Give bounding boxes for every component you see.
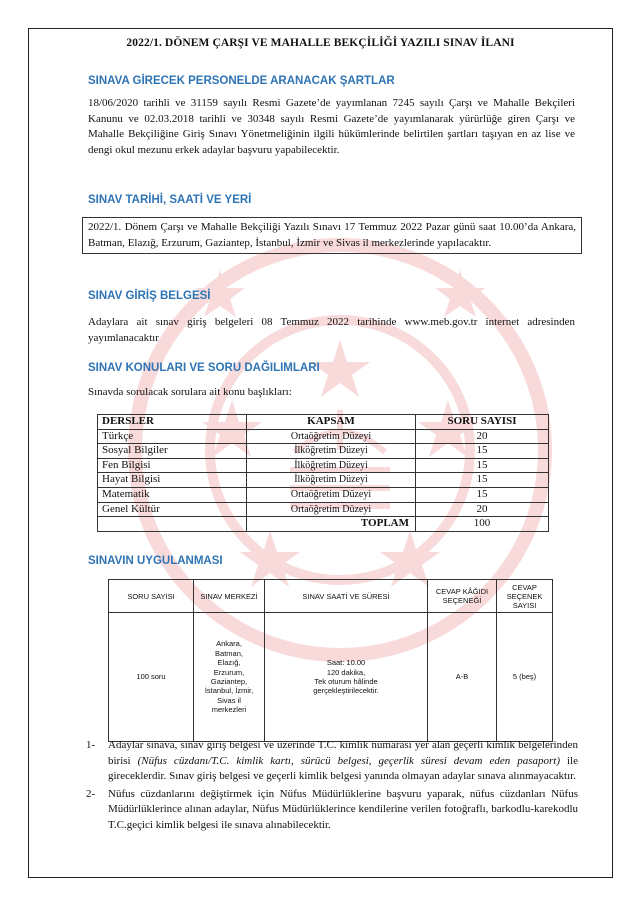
table-row (98, 473, 549, 488)
exam-time-cell (265, 613, 428, 742)
scope-cell: Ortaöğretim Düzeyi (247, 502, 416, 517)
subjects-total-row (98, 517, 549, 532)
column-header: SORU SAYISI (416, 415, 549, 430)
subject-cell: Fen Bilgisi (98, 458, 247, 473)
total-label: TOPLAM (247, 517, 416, 532)
section-entry-doc-text: Adaylara ait sınav giriş belgeleri 08 Temmuz 2022 tarihinde www.meb.gov.tr internet adresinden yayımlanacaktır (88, 316, 575, 344)
subjects-table-header (98, 415, 549, 430)
column-header: CEVAP KÂĞIDI SEÇENEĞİ (428, 580, 497, 613)
time-line: Tek oturum hâlinde (314, 677, 378, 686)
list-item-italic-text: (Nüfus cüzdanı/T.C. kimlik kartı, sürücü belgesi, geçerlik süresi devam eden pasaport) (137, 754, 561, 767)
time-line: Saat: 10.00 (326, 658, 366, 668)
exam-centers-cell (194, 613, 265, 742)
subjects-intro: Sınavda sorulacak sorulara ait konu başlıkları: (88, 386, 292, 398)
list-item-text: Nüfus cüzdanlarını değiştirmek için Nüfus Müdürlüklerine başvuru yaparak, nüfus cüzdanları Nüfus Müdürlüklerince alınan adaylar, Nüfus Müdürlüklerince kendilerine verilen fotoğraflı, barkodlu-karekodlu T.C.geçici kimlik belgesi ile sınava alınabilecektir. (108, 787, 578, 831)
section-subjects-heading: SINAV KONULARI VE SORU DAĞILIMLARI (88, 362, 320, 374)
subject-cell: Türkçe (98, 429, 247, 444)
question-count-cell: 15 (416, 473, 549, 488)
scope-cell: İlköğretim Düzeyi (247, 444, 416, 459)
table-row (98, 487, 549, 502)
scope-cell: Ortaöğretim Düzeyi (247, 487, 416, 502)
question-count-cell: 15 (416, 487, 549, 502)
section-requirements-text: 18/06/2020 tarihli ve 31159 sayılı Resmi Gazete’de yayımlanan 7245 sayılı Çarşı ve Mahalle Bekçileri Kanunu ve 02.03.2018 tarihli ve 30348 sayılı Resmi Gazete’de yayımlanarak yürürlüğe giren Çarşı ve Mahalle Bekçiliğine Giriş Sınavı Yönetmeliğinin ilgili hükümlerinde belirtilen şartları taşıyan en az lise ve dengi okul mezunu erkek adaylar başvuru yapabilecektir. (88, 97, 575, 156)
center-line: merkezleri (211, 705, 247, 715)
center-line: Gaziantep, (210, 677, 248, 686)
scope-cell: Ortaöğretim Düzeyi (247, 429, 416, 444)
column-header: SINAV SAATİ VE SÜRESİ (265, 580, 428, 613)
time-line: 120 dakika, (326, 667, 366, 677)
section-requirements-heading: SINAVA GİRECEK PERSONELDE ARANACAK ŞARTLAR (88, 75, 395, 87)
question-count-cell: 20 (416, 502, 549, 517)
application-table-row (109, 613, 553, 742)
subject-cell: Hayat Bilgisi (98, 473, 247, 488)
answer-sheet-cell: A-B (428, 613, 497, 742)
scope-cell: İlköğretim Düzeyi (247, 458, 416, 473)
application-table-header (109, 580, 553, 613)
subject-cell: Genel Kültür (98, 502, 247, 517)
question-count-cell: 15 (416, 444, 549, 459)
rules-list (86, 738, 578, 836)
table-row (98, 458, 549, 473)
time-line: gerçekleştirilecektir. (313, 686, 379, 696)
section-date-heading: SINAV TARİHİ, SAATİ VE YERİ (88, 194, 252, 206)
center-line: Ankara, (216, 639, 242, 649)
list-item (86, 787, 578, 834)
section-application-heading: SINAVIN UYGULANMASI (88, 555, 223, 567)
table-row (98, 429, 549, 444)
table-row (98, 502, 549, 517)
column-header: CEVAP SEÇENEK SAYISI (497, 580, 553, 613)
subject-cell: Sosyal Bilgiler (98, 444, 247, 459)
center-line: Batman, (215, 648, 243, 658)
list-item (86, 738, 578, 785)
center-line: Erzurum, (213, 667, 245, 677)
question-count-cell: 100 soru (109, 613, 194, 742)
subject-cell: Matematik (98, 487, 247, 502)
application-table (108, 579, 553, 742)
list-item-text: ile gireceklerdir. Sınav giriş belgesi ve geçerli kimlik belgesi yanında olmayan adaylar sınava alınmayacaktır. (108, 754, 578, 783)
question-count-cell: 20 (416, 429, 549, 444)
section-entry-doc-heading: SINAV GİRİŞ BELGESİ (88, 290, 211, 302)
list-item-number: 1- (86, 739, 96, 751)
center-line: İstanbul, İzmir, (204, 686, 254, 696)
column-header: SORU SAYISI (109, 580, 194, 613)
question-count-cell: 15 (416, 458, 549, 473)
center-line: Elazığ, (217, 658, 241, 668)
section-date-box: 2022/1. Dönem Çarşı ve Mahalle Bekçiliği Yazılı Sınavı 17 Temmuz 2022 Pazar günü saat 10.00’da Ankara, Batman, Elazığ, Erzurum, Gaziantep, İstanbul, İzmir ve Sivas il merkezlerinde yapılacaktır. (82, 217, 582, 254)
table-row (98, 444, 549, 459)
list-item-number: 2- (86, 787, 96, 800)
column-header: SINAV MERKEZİ (194, 580, 265, 613)
total-value: 100 (416, 517, 549, 532)
page-title: 2022/1. DÖNEM ÇARŞI VE MAHALLE BEKÇİLİĞİ YAZILI SINAV İLANI (126, 37, 515, 49)
list-item-text: Adaylar sınava, sınav giriş belgesi ve üzerinde T.C. kimlik numarası yer alan geçerli kimlik belgelerinden birisi (108, 739, 578, 767)
scope-cell: İlköğretim Düzeyi (247, 473, 416, 488)
column-header: DERSLER (98, 415, 247, 430)
option-count-cell: 5 (beş) (497, 613, 553, 742)
column-header: KAPSAM (247, 415, 416, 430)
subjects-table (97, 414, 549, 532)
center-line: Sivas il (217, 695, 241, 705)
